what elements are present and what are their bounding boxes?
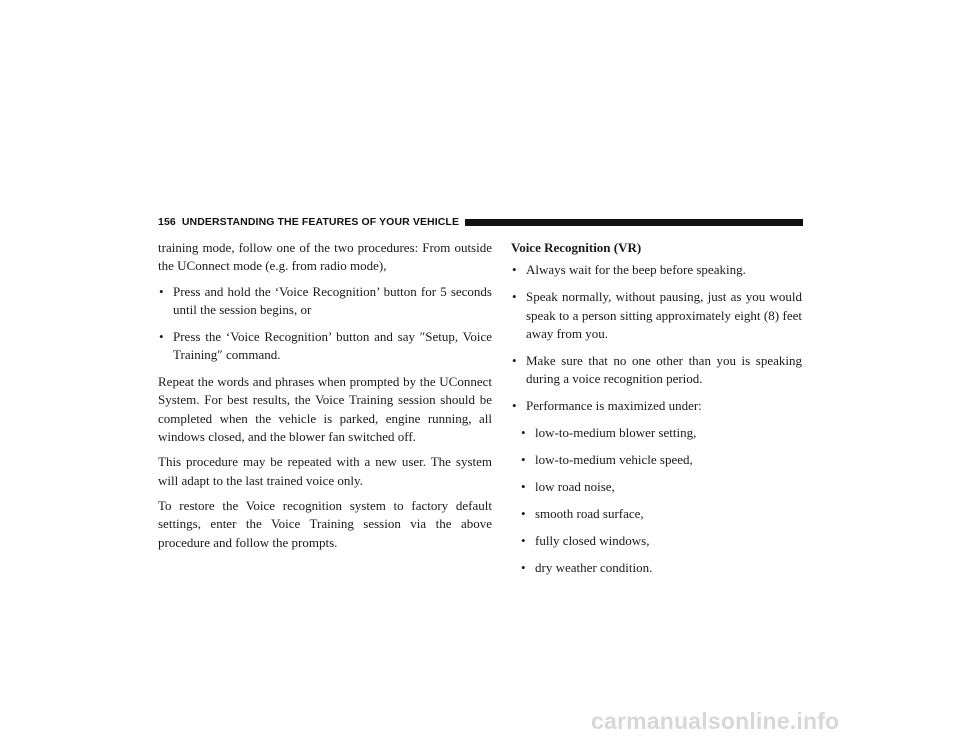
bullet-icon: • [521, 452, 526, 468]
sub-list-item: • low road noise, [511, 478, 802, 496]
bullet-icon: • [521, 506, 526, 522]
section-title: UNDERSTANDING THE FEATURES OF YOUR VEHICLE [181, 216, 460, 228]
bullet-icon: • [512, 289, 517, 305]
running-header [158, 215, 803, 229]
list-item: • Press and hold the ‘Voice Recognition’ button for 5 seconds until the session begins, or [159, 283, 492, 317]
bullet-icon: • [512, 352, 517, 368]
bullet-icon: • [159, 328, 164, 344]
list-item: • Performance is maximized under: [511, 397, 802, 415]
sub-list-item: • low-to-medium blower setting, [511, 424, 802, 442]
bullet-icon: • [512, 398, 517, 414]
intro-paragraph: training mode, follow one of the two procedures: From outside the UConnect mode (e.g. from radio mode), [158, 240, 492, 274]
page-number: 156 [158, 216, 176, 228]
paragraph: To restore the Voice recognition system to factory default settings, enter the Voice Training session via the above procedure and follow the prompts. [158, 497, 492, 550]
right-column [511, 239, 802, 586]
bullet-icon: • [512, 262, 517, 278]
bullet-icon: • [521, 533, 526, 549]
header-rule [465, 219, 803, 226]
paragraph: Repeat the words and phrases when prompted by the UConnect System. For best results, the Voice Training session should be completed when the vehicle is parked, engine running, all windows closed, and the blower fan switched off. [158, 374, 492, 445]
sub-list-item: • smooth road surface, [511, 505, 802, 523]
bullet-icon: • [159, 283, 164, 299]
tips-list [511, 261, 802, 577]
section-heading: Voice Recognition (VR) [511, 240, 642, 255]
list-item: • Press the ‘Voice Recognition’ button and say ″Setup, Voice Training″ command. [159, 328, 492, 363]
list-item: • Make sure that no one other than you is speaking during a voice recognition period. [512, 352, 802, 387]
list-item: • Always wait for the beep before speaking. [511, 261, 802, 279]
bullet-icon: • [521, 479, 526, 495]
sub-list-item: • dry weather condition. [511, 559, 802, 577]
sub-list-item: • fully closed windows, [511, 532, 802, 550]
watermark: carmanualsonline.info [591, 708, 840, 734]
sub-list-item: • low-to-medium vehicle speed, [511, 451, 802, 469]
bullet-icon: • [521, 425, 526, 441]
list-item: • Speak normally, without pausing, just as you would speak to a person sitting approximately eight (8) feet away from you. [512, 289, 802, 341]
paragraph: This procedure may be repeated with a new user. The system will adapt to the last trained voice only. [158, 454, 492, 488]
procedure-list [158, 283, 492, 365]
bullet-icon: • [521, 560, 526, 576]
left-column [158, 239, 492, 559]
